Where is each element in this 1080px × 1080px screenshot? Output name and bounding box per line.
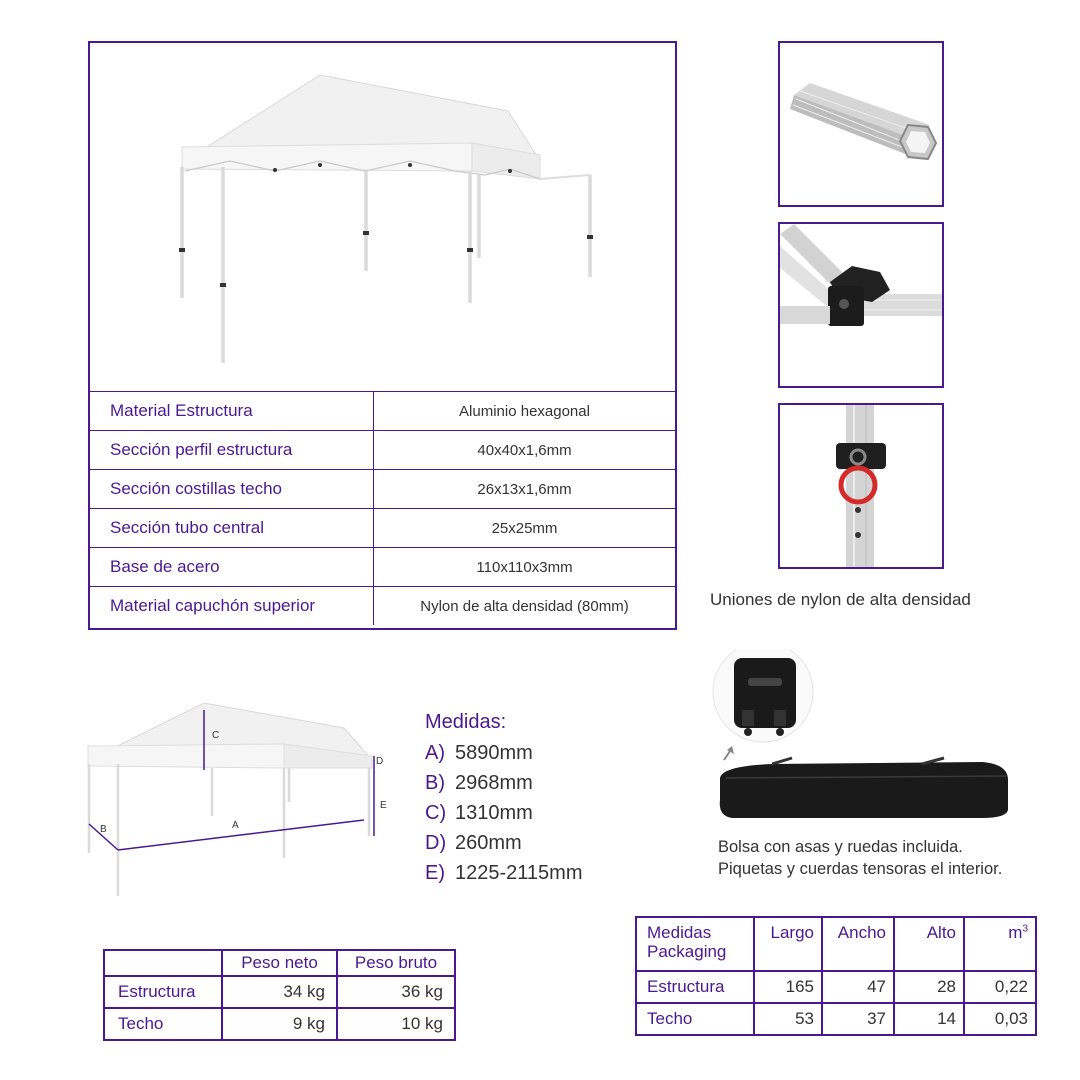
bag-caption-line: Bolsa con asas y ruedas incluida. [718, 838, 963, 856]
packaging-ancho: 37 [822, 1003, 894, 1035]
measure-value: 1225-2115mm [455, 862, 583, 884]
hexagonal-profile-photo [778, 41, 944, 207]
weight-row-label: Estructura [104, 976, 222, 1008]
dim-line-a [118, 820, 364, 850]
spec-label: Sección perfil estructura [90, 431, 374, 470]
spec-label: Base de acero [90, 548, 374, 587]
measure-item [425, 742, 582, 772]
packaging-alto: 14 [894, 1003, 964, 1035]
dim-label-d: D [376, 756, 384, 767]
dim-label-b: B [100, 824, 107, 835]
weight-header-empty [104, 950, 222, 976]
pin-illustration [780, 405, 942, 567]
packaging-header: Alto [894, 917, 964, 971]
spec-table [90, 391, 675, 625]
weight-table [103, 949, 456, 1041]
measure-item [425, 802, 582, 832]
weight-row-label: Techo [104, 1008, 222, 1040]
measure-value: 5890mm [455, 742, 533, 764]
spec-card [88, 41, 677, 630]
measure-letter: B) [425, 772, 445, 794]
dim-label-c: C [212, 730, 220, 741]
spec-value: 25x25mm [374, 509, 676, 548]
weight-gross: 10 kg [337, 1008, 455, 1040]
packaging-header: Largo [754, 917, 822, 971]
measure-letter: A) [425, 742, 445, 764]
packaging-row-label: Estructura [636, 971, 754, 1003]
packaging-m3: 0,03 [964, 1003, 1036, 1035]
measure-value: 2968mm [455, 772, 533, 794]
spec-row [90, 470, 675, 509]
spec-value: 40x40x1,6mm [374, 431, 676, 470]
carry-bag-photo [712, 650, 1012, 825]
weight-net: 9 kg [222, 1008, 337, 1040]
packaging-row [636, 971, 1036, 1003]
measure-letter: E) [425, 862, 445, 884]
weight-row [104, 976, 455, 1008]
packaging-m3: 0,22 [964, 971, 1036, 1003]
height-adjust-pin-photo [778, 403, 944, 569]
spec-row [90, 509, 675, 548]
measures-title: Medidas: [425, 711, 507, 733]
spec-label: Material Estructura [90, 392, 374, 431]
packaging-largo: 165 [754, 971, 822, 1003]
joint-illustration [780, 224, 942, 386]
packaging-header-label [636, 917, 754, 971]
packaging-ancho: 47 [822, 971, 894, 1003]
spec-value: 110x110x3mm [374, 548, 676, 587]
packaging-row-label: Techo [636, 1003, 754, 1035]
bag-caption-line: Piquetas y cuerdas tensoras el interior. [718, 860, 1003, 878]
measure-letter: C) [425, 802, 447, 824]
dim-label-e: E [380, 800, 387, 811]
measure-item [425, 832, 582, 862]
spec-value: 26x13x1,6mm [374, 470, 676, 509]
measures-list [425, 742, 582, 892]
tent-photo [90, 43, 675, 391]
measure-item [425, 862, 582, 892]
packaging-header-m3 [964, 917, 1036, 971]
weight-row [104, 1008, 455, 1040]
packaging-row [636, 1003, 1036, 1035]
weight-header-row [104, 950, 455, 976]
packaging-header: Ancho [822, 917, 894, 971]
packaging-largo: 53 [754, 1003, 822, 1035]
spec-row [90, 548, 675, 587]
unions-caption: Uniones de nylon de alta densidad [710, 590, 971, 609]
weight-header: Peso bruto [337, 950, 455, 976]
aluminum-profile-illustration [780, 43, 942, 205]
packaging-alto: 28 [894, 971, 964, 1003]
spec-row [90, 431, 675, 470]
dim-label-a: A [232, 820, 239, 831]
measure-item [425, 772, 582, 802]
nylon-joint-photo [778, 222, 944, 388]
spec-row [90, 392, 675, 431]
bag-caption [718, 836, 1002, 880]
spec-value: Aluminio hexagonal [374, 392, 676, 431]
spec-label: Sección tubo central [90, 509, 374, 548]
spec-row [90, 587, 675, 626]
bag-lying-icon [720, 762, 1008, 818]
spec-value: Nylon de alta densidad (80mm) [374, 587, 676, 626]
spec-label: Material capuchón superior [90, 587, 374, 626]
spec-label: Sección costillas techo [90, 470, 374, 509]
weight-gross: 36 kg [337, 976, 455, 1008]
measure-value: 1310mm [455, 802, 533, 824]
packaging-header-row [636, 917, 1036, 971]
packaging-header-line: Medidas [647, 923, 712, 942]
packaging-header-line: Packaging [647, 942, 727, 961]
weight-net: 34 kg [222, 976, 337, 1008]
m3-unit: m [1008, 923, 1023, 942]
packaging-table [635, 916, 1037, 1036]
measure-letter: D) [425, 832, 447, 854]
measure-value: 260mm [455, 832, 522, 854]
m3-exponent: 3 [1022, 923, 1028, 935]
weight-header: Peso neto [222, 950, 337, 976]
dimension-diagram [84, 698, 394, 903]
